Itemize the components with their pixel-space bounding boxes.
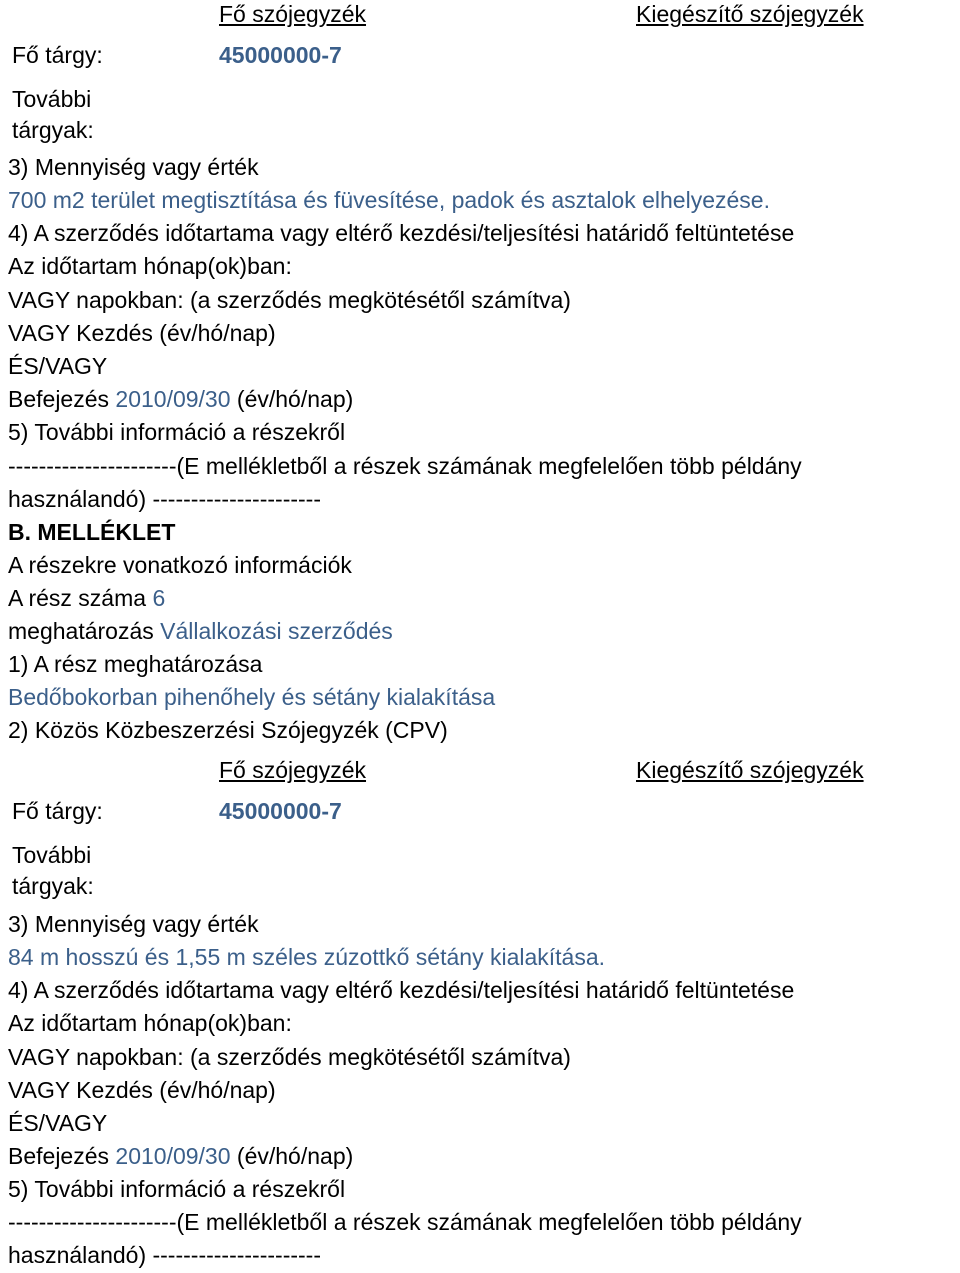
duration-days: VAGY napokban: (a szerződés megkötésétől számítva) [8, 287, 571, 313]
main-subject-label: Fő tárgy: [12, 42, 103, 68]
duration-heading-2: 4) A szerződés időtartama vagy eltérő kezdési/teljesítési határidő feltüntetése [8, 977, 795, 1003]
main-subject-label-2: Fő tárgy: [12, 798, 103, 824]
quantity-heading-2: 3) Mennyiség vagy érték [8, 911, 259, 937]
part-number-label: A rész száma [8, 585, 147, 611]
separator-line-2: ----------------------(E mellékletből a részek számának megfelelően több példány [8, 1209, 802, 1235]
other-subjects-label: További [12, 86, 92, 112]
separator-line-2-cont: használandó) ---------------------- [8, 1242, 321, 1268]
quantity-value-2: 84 m hosszú és 1,55 m széles zúzottkő sétány kialakítása. [8, 944, 606, 970]
duration-andor-2: ÉS/VAGY [8, 1110, 108, 1136]
part-number [8, 584, 165, 612]
other-subjects-label-2-cont: tárgyak: [12, 873, 94, 899]
separator-line: ----------------------(E mellékletből a részek számának megfelelően több példány [8, 453, 802, 479]
end-label-2: Befejezés [8, 1143, 110, 1169]
more-info-heading: 5) További információ a részekről [8, 419, 346, 445]
end-date: 2010/09/30 [115, 386, 231, 412]
duration-start: VAGY Kezdés (év/hó/nap) [8, 320, 276, 346]
duration-heading: 4) A szerződés időtartama vagy eltérő kezdési/teljesítési határidő feltüntetése [8, 220, 795, 246]
other-subjects-label-2: További [12, 842, 92, 868]
definition-label: meghatározás [8, 618, 154, 644]
duration-days-2: VAGY napokban: (a szerződés megkötésétől számítva) [8, 1044, 571, 1070]
definition-value: Vállalkozási szerződés [160, 618, 393, 644]
duration-start-2: VAGY Kezdés (év/hó/nap) [8, 1077, 276, 1103]
end-label: Befejezés [8, 386, 110, 412]
duration-months-2: Az időtartam hónap(ok)ban: [8, 1010, 292, 1036]
more-info-heading-2: 5) További információ a részekről [8, 1176, 346, 1202]
duration-end-2 [8, 1142, 353, 1170]
main-subject-code: 45000000-7 [219, 42, 342, 68]
part-definition-value: Bedőbokorban pihenőhely és sétány kialakítása [8, 684, 496, 710]
annex-title: B. MELLÉKLET [8, 519, 176, 545]
cpv-main-header-2: Fő szójegyzék [219, 757, 367, 783]
end-date-2: 2010/09/30 [115, 1143, 231, 1169]
cpv-supplementary-header-2: Kiegészítő szójegyzék [636, 757, 864, 783]
duration-andor: ÉS/VAGY [8, 353, 108, 379]
part-definition-heading: 1) A rész meghatározása [8, 651, 263, 677]
cpv-main-header: Fő szójegyzék [219, 1, 367, 27]
other-subjects-label-cont: tárgyak: [12, 117, 94, 143]
cpv-heading: 2) Közös Közbeszerzési Szójegyzék (CPV) [8, 717, 448, 743]
separator-line-cont: használandó) ---------------------- [8, 486, 321, 512]
cpv-supplementary-header: Kiegészítő szójegyzék [636, 1, 864, 27]
quantity-heading: 3) Mennyiség vagy érték [8, 154, 259, 180]
quantity-value: 700 m2 terület megtisztítása és füvesítése, padok és asztalok elhelyezése. [8, 187, 770, 213]
annex-subtitle: A részekre vonatkozó információk [8, 552, 352, 578]
duration-end [8, 385, 353, 413]
end-unit: (év/hó/nap) [236, 386, 354, 412]
duration-months: Az időtartam hónap(ok)ban: [8, 253, 292, 279]
part-number-value: 6 [152, 585, 166, 611]
definition [8, 617, 393, 645]
main-subject-code-2: 45000000-7 [219, 798, 342, 824]
end-unit-2: (év/hó/nap) [236, 1143, 354, 1169]
